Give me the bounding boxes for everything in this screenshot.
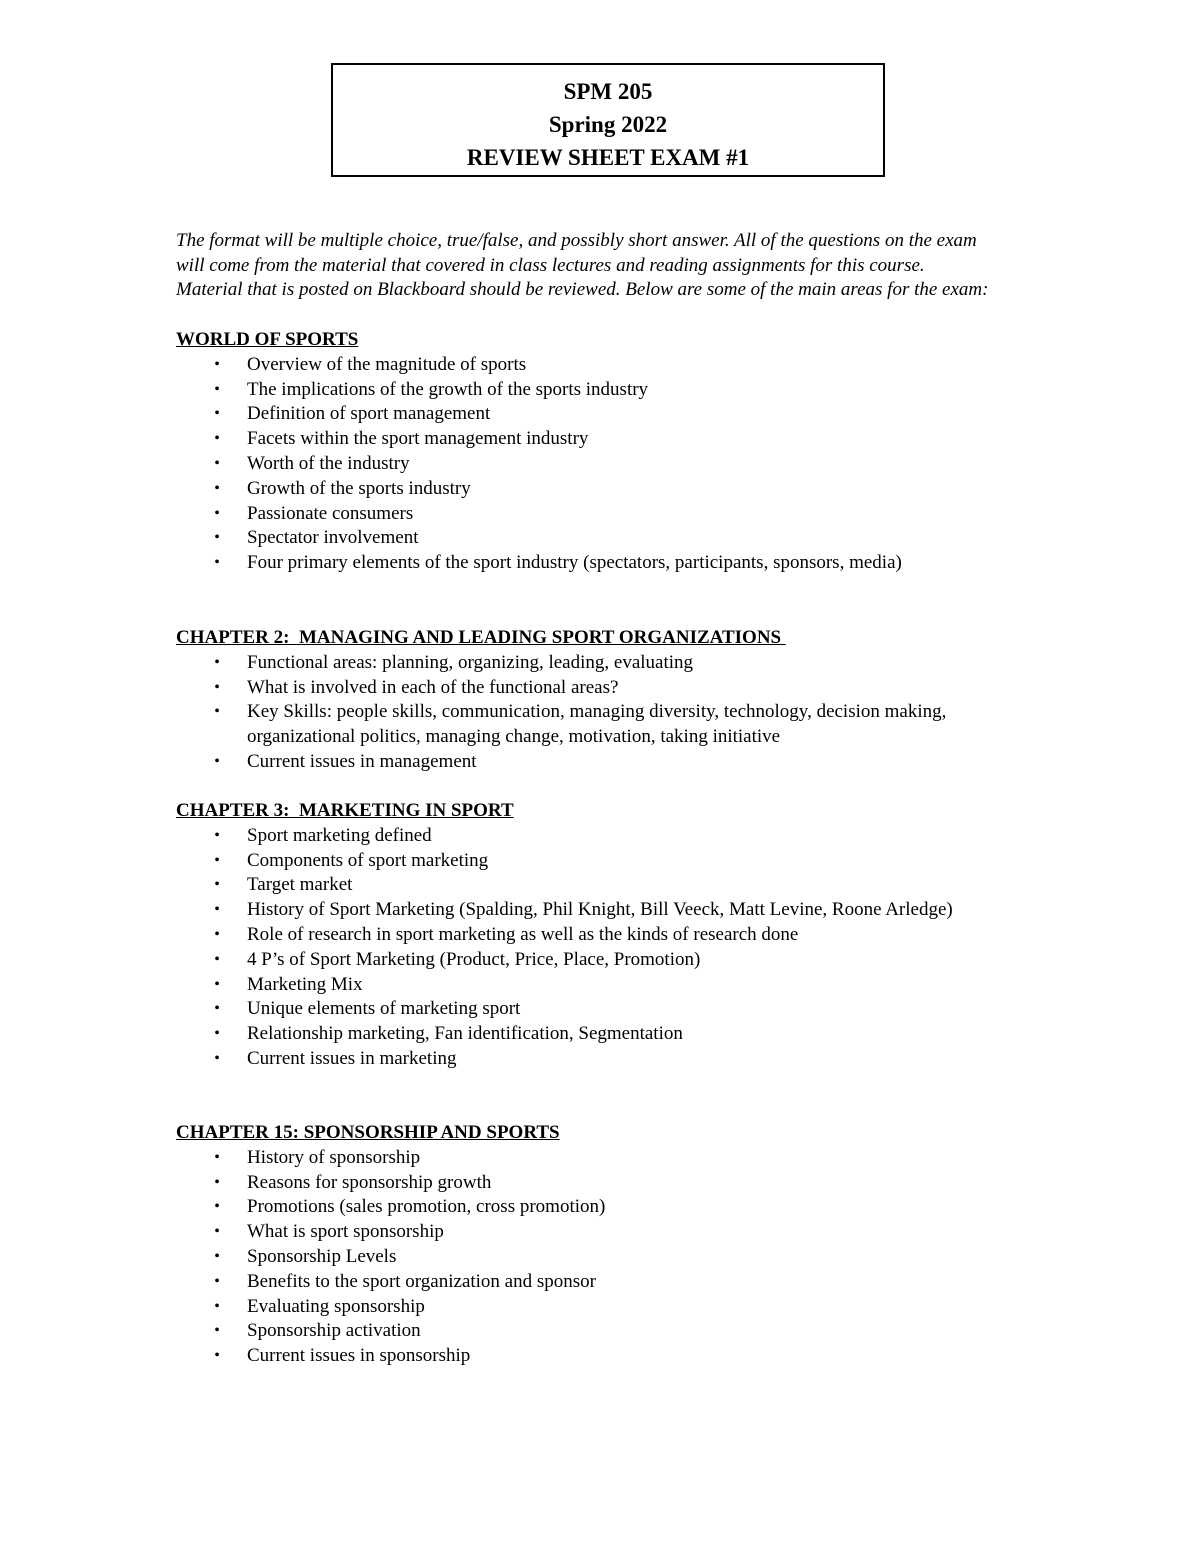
bullet-icon: • (214, 901, 220, 919)
list-item: • Current issues in sponsorship (176, 1344, 1076, 1369)
list-item: • Growth of the sports industry (176, 477, 1076, 502)
list-item: • Role of research in sport marketing as well as the kinds of research done (176, 923, 1076, 948)
list-item: • Relationship marketing, Fan identification, Segmentation (176, 1022, 1076, 1047)
bullet-icon: • (214, 925, 220, 943)
list-item: • Components of sport marketing (176, 849, 1076, 874)
intro-line: Material that is posted on Blackboard should be reviewed. Below are some of the main areas for the exam: (176, 279, 989, 300)
bullet-icon: • (214, 454, 220, 472)
bullet-list (176, 353, 1076, 576)
bullet-icon: • (214, 479, 220, 497)
bullet-icon: • (214, 380, 220, 398)
bullet-icon: • (214, 1272, 220, 1290)
bullet-icon: • (214, 678, 220, 696)
bullet-icon: • (214, 554, 220, 572)
bullet-icon: • (214, 1198, 220, 1216)
bullet-icon: • (214, 653, 220, 671)
list-item: • Sport marketing defined (176, 824, 1076, 849)
list-item: • Passionate consumers (176, 502, 1076, 527)
bullet-list (176, 824, 1076, 1072)
bullet-icon: • (214, 529, 220, 547)
list-item: • Evaluating sponsorship (176, 1295, 1076, 1320)
list-item: • Key Skills: people skills, communication, managing diversity, technology, decision making, organizational politics, managing change, motivation, taking initiative (176, 700, 1047, 750)
bullet-icon: • (214, 1223, 220, 1241)
section-heading: CHAPTER 3: MARKETING IN SPORT (176, 800, 514, 821)
list-item: • History of sponsorship (176, 1146, 1076, 1171)
list-item: • Facets within the sport management industry (176, 427, 1076, 452)
list-item: • Spectator involvement (176, 526, 1076, 551)
bullet-list (176, 1146, 1076, 1369)
bullet-icon: • (214, 430, 220, 448)
bullet-icon: • (214, 405, 220, 423)
section-chapter-3 (176, 799, 1076, 1072)
section-chapter-2 (176, 626, 1076, 775)
term: Spring 2022 (548, 112, 668, 137)
bullet-icon: • (214, 876, 220, 894)
list-item: • Reasons for sponsorship growth (176, 1171, 1076, 1196)
bullet-icon: • (214, 1347, 220, 1365)
bullet-icon: • (214, 1025, 220, 1043)
list-item: • Marketing Mix (176, 973, 1076, 998)
list-item: • Current issues in marketing (176, 1047, 1076, 1072)
list-item: • History of Sport Marketing (Spalding, Phil Knight, Bill Veeck, Matt Levine, Roone Arledge) (176, 898, 977, 923)
bullet-icon: • (214, 752, 220, 770)
bullet-list (176, 651, 1076, 775)
section-heading: CHAPTER 15: SPONSORSHIP AND SPORTS (176, 1122, 560, 1143)
course-code: SPM 205 (563, 79, 653, 104)
section-world-of-sports (176, 328, 1076, 576)
document-title: REVIEW SHEET EXAM #1 (466, 145, 750, 170)
list-item: • 4 P’s of Sport Marketing (Product, Price, Place, Promotion) (176, 948, 1076, 973)
bullet-icon: • (214, 1247, 220, 1265)
bullet-icon: • (214, 975, 220, 993)
section-chapter-15 (176, 1121, 1076, 1369)
bullet-icon: • (214, 355, 220, 373)
title-box (331, 63, 885, 177)
list-item: • Sponsorship Levels (176, 1245, 1076, 1270)
intro-line: The format will be multiple choice, true/false, and possibly short answer. All of the questions on the exam (176, 230, 977, 251)
intro-line: will come from the material that covered in class lectures and reading assignments for this course. (176, 254, 925, 276)
bullet-icon: • (214, 1322, 220, 1340)
bullet-icon: • (214, 1049, 220, 1067)
list-item: • Worth of the industry (176, 452, 1076, 477)
list-item: • Target market (176, 873, 1076, 898)
bullet-icon: • (214, 1148, 220, 1166)
bullet-icon: • (214, 703, 220, 721)
list-item: • Promotions (sales promotion, cross promotion) (176, 1195, 1076, 1220)
intro-paragraph (176, 229, 1116, 303)
list-item: • Definition of sport management (176, 402, 1076, 427)
list-item: • Overview of the magnitude of sports (176, 353, 1076, 378)
list-item: • Four primary elements of the sport industry (spectators, participants, sponsors, media) (176, 551, 927, 576)
bullet-icon: • (214, 851, 220, 869)
section-heading: CHAPTER 2: MANAGING AND LEADING SPORT ORGANIZATIONS (176, 627, 786, 648)
list-item: • The implications of the growth of the sports industry (176, 378, 1076, 403)
bullet-icon: • (214, 1000, 220, 1018)
list-item: • Functional areas: planning, organizing, leading, evaluating (176, 651, 1076, 676)
bullet-icon: • (214, 950, 220, 968)
section-heading: WORLD OF SPORTS (176, 329, 359, 350)
list-item: • What is involved in each of the functional areas? (176, 676, 1076, 701)
list-item: • Current issues in management (176, 750, 1076, 775)
bullet-icon: • (214, 826, 220, 844)
bullet-icon: • (214, 504, 220, 522)
list-item: • What is sport sponsorship (176, 1220, 1076, 1245)
list-item: • Sponsorship activation (176, 1319, 1076, 1344)
bullet-icon: • (214, 1173, 220, 1191)
list-item: • Unique elements of marketing sport (176, 997, 1076, 1022)
list-item: • Benefits to the sport organization and sponsor (176, 1270, 1076, 1295)
bullet-icon: • (214, 1297, 220, 1315)
